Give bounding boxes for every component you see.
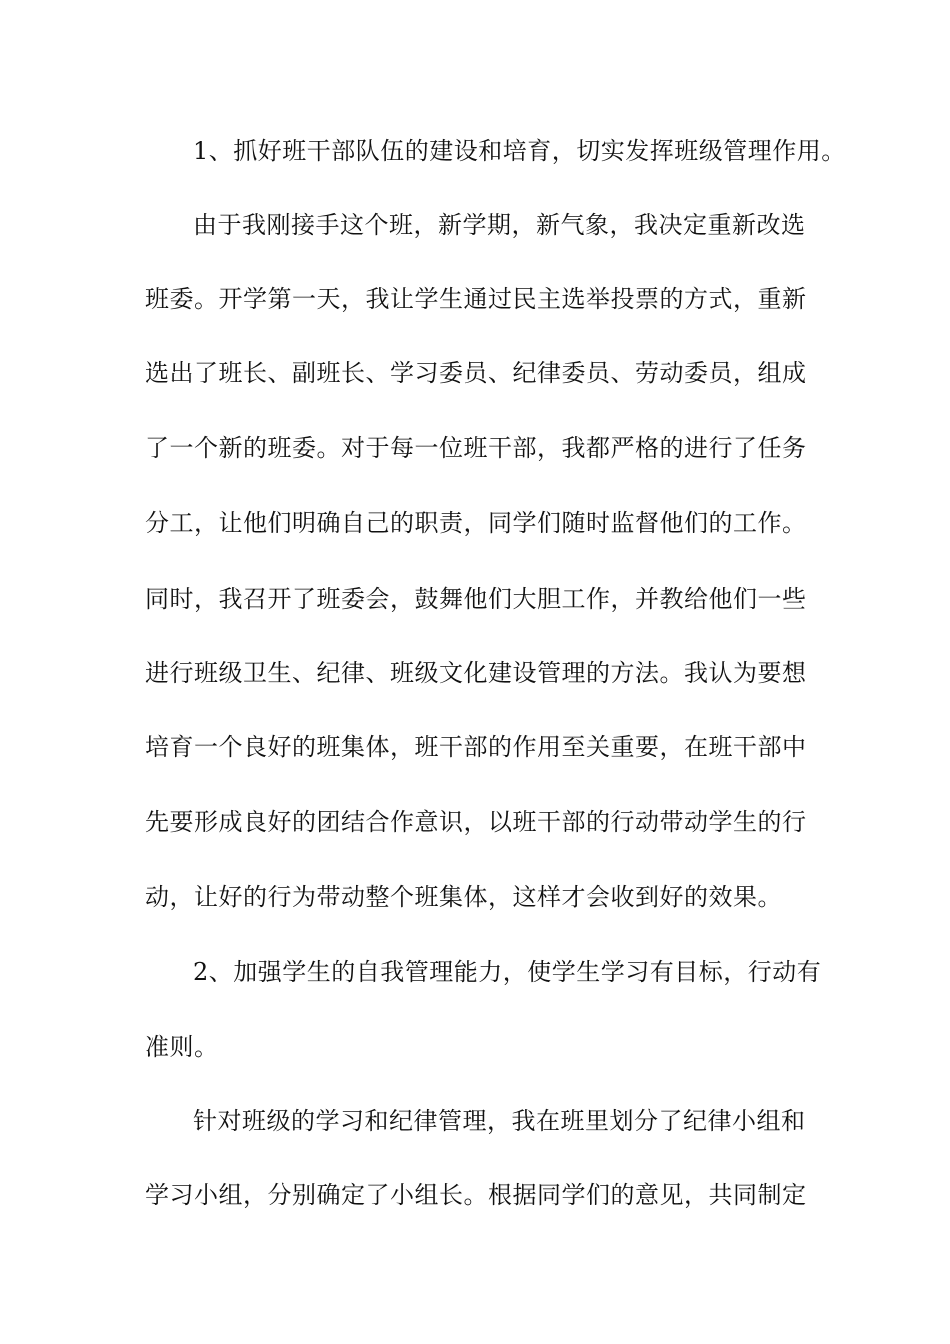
paragraph-line: 由于我刚接手这个班，新学期，新气象，我决定重新改选 [193,211,806,239]
paragraph-line: 了一个新的班委。对于每一位班干部，我都严格的进行了任务 [145,434,807,462]
paragraph-line: 准则。 [145,1033,219,1061]
paragraph-line: 先要形成良好的团结合作意识，以班干部的行动带动学生的行 [145,808,807,836]
paragraph-line: 班委。开学第一天，我让学生通过民主选举投票的方式，重新 [145,285,807,313]
paragraph-line: 1、抓好班干部队伍的建设和培育，切实发挥班级管理作用。 [193,137,846,165]
paragraph-line: 针对班级的学习和纪律管理，我在班里划分了纪律小组和 [193,1107,806,1135]
paragraph-line: 分工，让他们明确自己的职责，同学们随时监督他们的工作。 [145,509,807,537]
paragraph-line: 动，让好的行为带动整个班集体，这样才会收到好的效果。 [145,883,782,911]
paragraph-line: 进行班级卫生、纪律、班级文化建设管理的方法。我认为要想 [145,659,807,687]
paragraph-line: 选出了班长、副班长、学习委员、纪律委员、劳动委员，组成 [145,359,807,387]
paragraph-line: 同时，我召开了班委会，鼓舞他们大胆工作，并教给他们一些 [145,585,807,613]
paragraph-line: 学习小组，分别确定了小组长。根据同学们的意见，共同制定 [145,1181,807,1209]
paragraph-line: 2、加强学生的自我管理能力，使学生学习有目标，行动有 [193,958,822,986]
paragraph-line: 培育一个良好的班集体，班干部的作用至关重要，在班干部中 [145,733,807,761]
